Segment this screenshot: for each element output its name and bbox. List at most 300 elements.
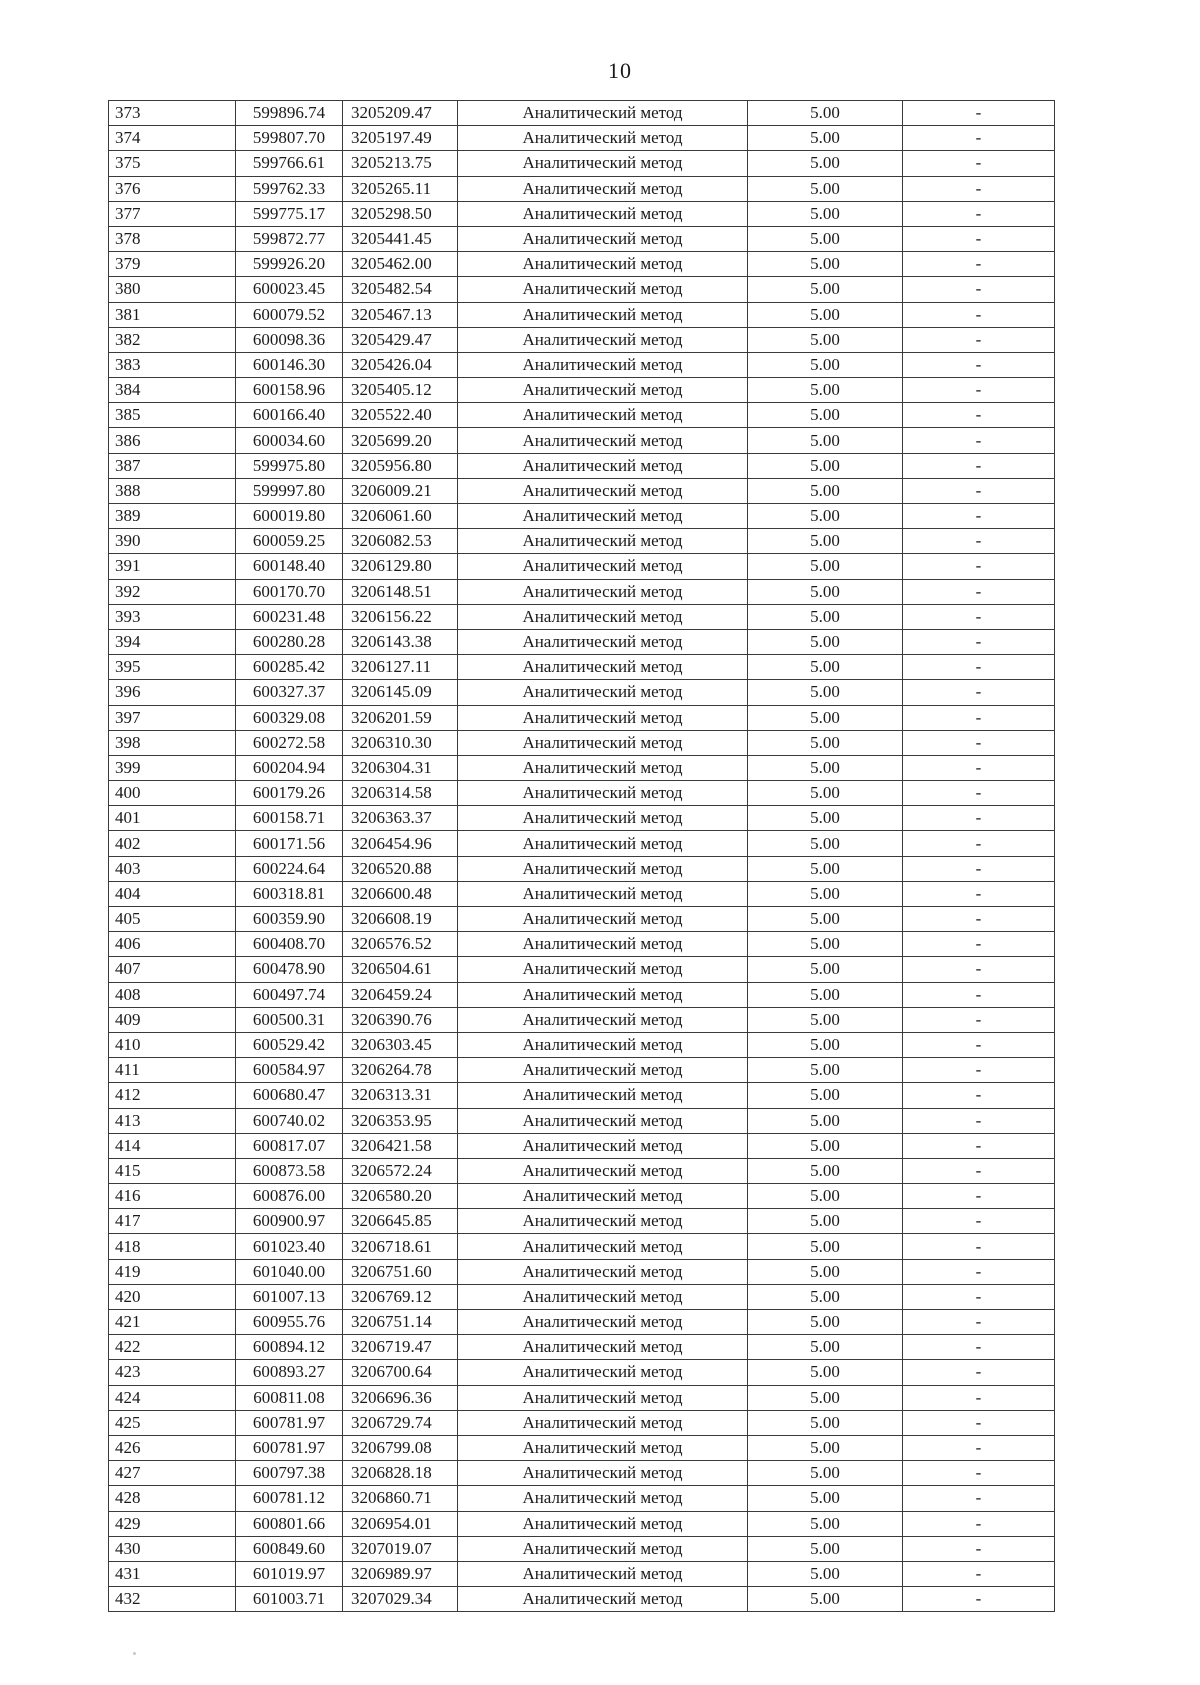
table-row	[109, 504, 1055, 529]
accuracy-cell: 5.00	[748, 1360, 903, 1385]
point-number-cell: 375	[109, 151, 236, 176]
x-coordinate-cell: 600801.66	[236, 1511, 343, 1536]
table-row	[109, 1284, 1055, 1309]
point-number-cell: 399	[109, 755, 236, 780]
note-cell: -	[903, 755, 1055, 780]
accuracy-cell: 5.00	[748, 1058, 903, 1083]
x-coordinate-cell: 600740.02	[236, 1108, 343, 1133]
note-cell: -	[903, 1335, 1055, 1360]
accuracy-cell: 5.00	[748, 755, 903, 780]
table-row	[109, 1435, 1055, 1460]
point-number-cell: 397	[109, 705, 236, 730]
method-cell: Аналитический метод	[458, 907, 748, 932]
method-cell: Аналитический метод	[458, 302, 748, 327]
y-coordinate-cell: 3207029.34	[343, 1587, 458, 1612]
y-coordinate-cell: 3206989.97	[343, 1561, 458, 1586]
x-coordinate-cell: 600023.45	[236, 277, 343, 302]
point-number-cell: 414	[109, 1133, 236, 1158]
accuracy-cell: 5.00	[748, 1284, 903, 1309]
note-cell: -	[903, 1360, 1055, 1385]
note-cell: -	[903, 1184, 1055, 1209]
y-coordinate-cell: 3206799.08	[343, 1435, 458, 1460]
y-coordinate-cell: 3206718.61	[343, 1234, 458, 1259]
method-cell: Аналитический метод	[458, 1536, 748, 1561]
table-row	[109, 151, 1055, 176]
accuracy-cell: 5.00	[748, 806, 903, 831]
x-coordinate-cell: 600359.90	[236, 907, 343, 932]
y-coordinate-cell: 3206143.38	[343, 629, 458, 654]
point-number-cell: 422	[109, 1335, 236, 1360]
method-cell: Аналитический метод	[458, 1360, 748, 1385]
point-number-cell: 409	[109, 1007, 236, 1032]
method-cell: Аналитический метод	[458, 403, 748, 428]
note-cell: -	[903, 226, 1055, 251]
table-row	[109, 1133, 1055, 1158]
x-coordinate-cell: 600478.90	[236, 957, 343, 982]
accuracy-cell: 5.00	[748, 1536, 903, 1561]
method-cell: Аналитический метод	[458, 1587, 748, 1612]
accuracy-cell: 5.00	[748, 680, 903, 705]
x-coordinate-cell: 600529.42	[236, 1032, 343, 1057]
note-cell: -	[903, 403, 1055, 428]
table-row	[109, 428, 1055, 453]
x-coordinate-cell: 600179.26	[236, 781, 343, 806]
y-coordinate-cell: 3206353.95	[343, 1108, 458, 1133]
note-cell: -	[903, 604, 1055, 629]
y-coordinate-cell: 3206520.88	[343, 856, 458, 881]
accuracy-cell: 5.00	[748, 1158, 903, 1183]
x-coordinate-cell: 600849.60	[236, 1536, 343, 1561]
point-number-cell: 426	[109, 1435, 236, 1460]
y-coordinate-cell: 3206303.45	[343, 1032, 458, 1057]
point-number-cell: 432	[109, 1587, 236, 1612]
x-coordinate-cell: 600318.81	[236, 881, 343, 906]
point-number-cell: 407	[109, 957, 236, 982]
note-cell: -	[903, 126, 1055, 151]
note-cell: -	[903, 806, 1055, 831]
y-coordinate-cell: 3205699.20	[343, 428, 458, 453]
table-row	[109, 1007, 1055, 1032]
table-row	[109, 453, 1055, 478]
method-cell: Аналитический метод	[458, 604, 748, 629]
method-cell: Аналитический метод	[458, 1083, 748, 1108]
note-cell: -	[903, 629, 1055, 654]
y-coordinate-cell: 3206645.85	[343, 1209, 458, 1234]
accuracy-cell: 5.00	[748, 1511, 903, 1536]
y-coordinate-cell: 3205467.13	[343, 302, 458, 327]
method-cell: Аналитический метод	[458, 1310, 748, 1335]
table-row	[109, 1536, 1055, 1561]
y-coordinate-cell: 3205426.04	[343, 352, 458, 377]
accuracy-cell: 5.00	[748, 1108, 903, 1133]
x-coordinate-cell: 600811.08	[236, 1385, 343, 1410]
note-cell: -	[903, 378, 1055, 403]
accuracy-cell: 5.00	[748, 478, 903, 503]
x-coordinate-cell: 600781.97	[236, 1410, 343, 1435]
y-coordinate-cell: 3206751.60	[343, 1259, 458, 1284]
table-row	[109, 680, 1055, 705]
note-cell: -	[903, 277, 1055, 302]
x-coordinate-cell: 600893.27	[236, 1360, 343, 1385]
y-coordinate-cell: 3206576.52	[343, 932, 458, 957]
point-number-cell: 420	[109, 1284, 236, 1309]
x-coordinate-cell: 600166.40	[236, 403, 343, 428]
y-coordinate-cell: 3206127.11	[343, 655, 458, 680]
note-cell: -	[903, 529, 1055, 554]
y-coordinate-cell: 3205213.75	[343, 151, 458, 176]
point-number-cell: 410	[109, 1032, 236, 1057]
table-row	[109, 352, 1055, 377]
x-coordinate-cell: 600034.60	[236, 428, 343, 453]
accuracy-cell: 5.00	[748, 1587, 903, 1612]
x-coordinate-cell: 601003.71	[236, 1587, 343, 1612]
point-number-cell: 382	[109, 327, 236, 352]
method-cell: Аналитический метод	[458, 101, 748, 126]
method-cell: Аналитический метод	[458, 1511, 748, 1536]
method-cell: Аналитический метод	[458, 1234, 748, 1259]
table-row	[109, 781, 1055, 806]
y-coordinate-cell: 3206608.19	[343, 907, 458, 932]
method-cell: Аналитический метод	[458, 252, 748, 277]
accuracy-cell: 5.00	[748, 453, 903, 478]
table-row	[109, 1184, 1055, 1209]
accuracy-cell: 5.00	[748, 730, 903, 755]
accuracy-cell: 5.00	[748, 176, 903, 201]
y-coordinate-cell: 3205265.11	[343, 176, 458, 201]
point-number-cell: 390	[109, 529, 236, 554]
y-coordinate-cell: 3206314.58	[343, 781, 458, 806]
x-coordinate-cell: 599975.80	[236, 453, 343, 478]
accuracy-cell: 5.00	[748, 1083, 903, 1108]
table-row	[109, 176, 1055, 201]
y-coordinate-cell: 3206696.36	[343, 1385, 458, 1410]
accuracy-cell: 5.00	[748, 604, 903, 629]
method-cell: Аналитический метод	[458, 1133, 748, 1158]
x-coordinate-cell: 600329.08	[236, 705, 343, 730]
table-row	[109, 478, 1055, 503]
y-coordinate-cell: 3206313.31	[343, 1083, 458, 1108]
point-number-cell: 411	[109, 1058, 236, 1083]
method-cell: Аналитический метод	[458, 1461, 748, 1486]
table-row	[109, 101, 1055, 126]
table-body	[109, 101, 1055, 1612]
y-coordinate-cell: 3205405.12	[343, 378, 458, 403]
accuracy-cell: 5.00	[748, 1007, 903, 1032]
method-cell: Аналитический метод	[458, 781, 748, 806]
point-number-cell: 392	[109, 579, 236, 604]
accuracy-cell: 5.00	[748, 1133, 903, 1158]
x-coordinate-cell: 600285.42	[236, 655, 343, 680]
point-number-cell: 430	[109, 1536, 236, 1561]
accuracy-cell: 5.00	[748, 1435, 903, 1460]
table-row	[109, 705, 1055, 730]
table-row	[109, 1410, 1055, 1435]
table-row	[109, 201, 1055, 226]
point-number-cell: 398	[109, 730, 236, 755]
note-cell: -	[903, 1083, 1055, 1108]
table-row	[109, 1158, 1055, 1183]
table-row	[109, 1209, 1055, 1234]
table-row	[109, 1461, 1055, 1486]
point-number-cell: 416	[109, 1184, 236, 1209]
method-cell: Аналитический метод	[458, 1385, 748, 1410]
x-coordinate-cell: 599762.33	[236, 176, 343, 201]
table-row	[109, 881, 1055, 906]
accuracy-cell: 5.00	[748, 226, 903, 251]
accuracy-cell: 5.00	[748, 1385, 903, 1410]
point-number-cell: 378	[109, 226, 236, 251]
y-coordinate-cell: 3206061.60	[343, 504, 458, 529]
y-coordinate-cell: 3206264.78	[343, 1058, 458, 1083]
note-cell: -	[903, 1108, 1055, 1133]
y-coordinate-cell: 3206148.51	[343, 579, 458, 604]
y-coordinate-cell: 3206860.71	[343, 1486, 458, 1511]
note-cell: -	[903, 1032, 1055, 1057]
accuracy-cell: 5.00	[748, 554, 903, 579]
note-cell: -	[903, 1058, 1055, 1083]
y-coordinate-cell: 3205298.50	[343, 201, 458, 226]
point-number-cell: 427	[109, 1461, 236, 1486]
accuracy-cell: 5.00	[748, 1259, 903, 1284]
accuracy-cell: 5.00	[748, 957, 903, 982]
note-cell: -	[903, 1486, 1055, 1511]
point-number-cell: 402	[109, 831, 236, 856]
accuracy-cell: 5.00	[748, 1561, 903, 1586]
point-number-cell: 386	[109, 428, 236, 453]
method-cell: Аналитический метод	[458, 831, 748, 856]
x-coordinate-cell: 601019.97	[236, 1561, 343, 1586]
note-cell: -	[903, 932, 1055, 957]
method-cell: Аналитический метод	[458, 126, 748, 151]
note-cell: -	[903, 907, 1055, 932]
note-cell: -	[903, 881, 1055, 906]
y-coordinate-cell: 3206600.48	[343, 881, 458, 906]
x-coordinate-cell: 601040.00	[236, 1259, 343, 1284]
method-cell: Аналитический метод	[458, 806, 748, 831]
accuracy-cell: 5.00	[748, 101, 903, 126]
method-cell: Аналитический метод	[458, 529, 748, 554]
x-coordinate-cell: 600781.97	[236, 1435, 343, 1460]
method-cell: Аналитический метод	[458, 932, 748, 957]
y-coordinate-cell: 3206310.30	[343, 730, 458, 755]
accuracy-cell: 5.00	[748, 201, 903, 226]
point-number-cell: 401	[109, 806, 236, 831]
accuracy-cell: 5.00	[748, 655, 903, 680]
y-coordinate-cell: 3206129.80	[343, 554, 458, 579]
note-cell: -	[903, 176, 1055, 201]
scan-speck	[133, 1652, 136, 1655]
x-coordinate-cell: 600894.12	[236, 1335, 343, 1360]
note-cell: -	[903, 504, 1055, 529]
note-cell: -	[903, 1536, 1055, 1561]
point-number-cell: 381	[109, 302, 236, 327]
accuracy-cell: 5.00	[748, 629, 903, 654]
table-row	[109, 730, 1055, 755]
accuracy-cell: 5.00	[748, 529, 903, 554]
method-cell: Аналитический метод	[458, 1158, 748, 1183]
note-cell: -	[903, 1461, 1055, 1486]
point-number-cell: 405	[109, 907, 236, 932]
accuracy-cell: 5.00	[748, 1209, 903, 1234]
point-number-cell: 379	[109, 252, 236, 277]
method-cell: Аналитический метод	[458, 226, 748, 251]
x-coordinate-cell: 600327.37	[236, 680, 343, 705]
note-cell: -	[903, 730, 1055, 755]
accuracy-cell: 5.00	[748, 1184, 903, 1209]
accuracy-cell: 5.00	[748, 907, 903, 932]
method-cell: Аналитический метод	[458, 655, 748, 680]
x-coordinate-cell: 599766.61	[236, 151, 343, 176]
table-row	[109, 907, 1055, 932]
y-coordinate-cell: 3206769.12	[343, 1284, 458, 1309]
x-coordinate-cell: 599807.70	[236, 126, 343, 151]
table-row	[109, 1486, 1055, 1511]
y-coordinate-cell: 3206363.37	[343, 806, 458, 831]
point-number-cell: 417	[109, 1209, 236, 1234]
accuracy-cell: 5.00	[748, 302, 903, 327]
method-cell: Аналитический метод	[458, 705, 748, 730]
note-cell: -	[903, 1133, 1055, 1158]
method-cell: Аналитический метод	[458, 1108, 748, 1133]
table-row	[109, 856, 1055, 881]
x-coordinate-cell: 600158.71	[236, 806, 343, 831]
x-coordinate-cell: 600873.58	[236, 1158, 343, 1183]
accuracy-cell: 5.00	[748, 831, 903, 856]
point-number-cell: 391	[109, 554, 236, 579]
x-coordinate-cell: 600272.58	[236, 730, 343, 755]
x-coordinate-cell: 600148.40	[236, 554, 343, 579]
x-coordinate-cell: 599896.74	[236, 101, 343, 126]
method-cell: Аналитический метод	[458, 755, 748, 780]
y-coordinate-cell: 3206009.21	[343, 478, 458, 503]
accuracy-cell: 5.00	[748, 126, 903, 151]
note-cell: -	[903, 252, 1055, 277]
table-row	[109, 831, 1055, 856]
point-number-cell: 404	[109, 881, 236, 906]
note-cell: -	[903, 1410, 1055, 1435]
point-number-cell: 377	[109, 201, 236, 226]
table-row	[109, 1310, 1055, 1335]
point-number-cell: 412	[109, 1083, 236, 1108]
y-coordinate-cell: 3206504.61	[343, 957, 458, 982]
point-number-cell: 400	[109, 781, 236, 806]
point-number-cell: 419	[109, 1259, 236, 1284]
accuracy-cell: 5.00	[748, 352, 903, 377]
note-cell: -	[903, 1435, 1055, 1460]
method-cell: Аналитический метод	[458, 881, 748, 906]
x-coordinate-cell: 600171.56	[236, 831, 343, 856]
y-coordinate-cell: 3206304.31	[343, 755, 458, 780]
point-number-cell: 418	[109, 1234, 236, 1259]
accuracy-cell: 5.00	[748, 277, 903, 302]
table-row	[109, 529, 1055, 554]
note-cell: -	[903, 856, 1055, 881]
note-cell: -	[903, 705, 1055, 730]
x-coordinate-cell: 601023.40	[236, 1234, 343, 1259]
y-coordinate-cell: 3206156.22	[343, 604, 458, 629]
note-cell: -	[903, 781, 1055, 806]
y-coordinate-cell: 3206454.96	[343, 831, 458, 856]
accuracy-cell: 5.00	[748, 327, 903, 352]
note-cell: -	[903, 1007, 1055, 1032]
method-cell: Аналитический метод	[458, 1184, 748, 1209]
table-row	[109, 126, 1055, 151]
x-coordinate-cell: 600797.38	[236, 1461, 343, 1486]
method-cell: Аналитический метод	[458, 680, 748, 705]
x-coordinate-cell: 599926.20	[236, 252, 343, 277]
method-cell: Аналитический метод	[458, 151, 748, 176]
table-row	[109, 1032, 1055, 1057]
note-cell: -	[903, 453, 1055, 478]
table-row	[109, 982, 1055, 1007]
x-coordinate-cell: 599997.80	[236, 478, 343, 503]
x-coordinate-cell: 600817.07	[236, 1133, 343, 1158]
accuracy-cell: 5.00	[748, 403, 903, 428]
accuracy-cell: 5.00	[748, 1335, 903, 1360]
y-coordinate-cell: 3206421.58	[343, 1133, 458, 1158]
y-coordinate-cell: 3206700.64	[343, 1360, 458, 1385]
note-cell: -	[903, 352, 1055, 377]
point-number-cell: 421	[109, 1310, 236, 1335]
x-coordinate-cell: 600019.80	[236, 504, 343, 529]
x-coordinate-cell: 600224.64	[236, 856, 343, 881]
accuracy-cell: 5.00	[748, 982, 903, 1007]
accuracy-cell: 5.00	[748, 1032, 903, 1057]
method-cell: Аналитический метод	[458, 478, 748, 503]
x-coordinate-cell: 600280.28	[236, 629, 343, 654]
method-cell: Аналитический метод	[458, 453, 748, 478]
page-number: 10	[608, 58, 632, 83]
y-coordinate-cell: 3206572.24	[343, 1158, 458, 1183]
point-number-cell: 389	[109, 504, 236, 529]
note-cell: -	[903, 1385, 1055, 1410]
x-coordinate-cell: 600204.94	[236, 755, 343, 780]
note-cell: -	[903, 1587, 1055, 1612]
y-coordinate-cell: 3206201.59	[343, 705, 458, 730]
table-row	[109, 629, 1055, 654]
accuracy-cell: 5.00	[748, 856, 903, 881]
method-cell: Аналитический метод	[458, 1410, 748, 1435]
note-cell: -	[903, 579, 1055, 604]
table-row	[109, 1511, 1055, 1536]
accuracy-cell: 5.00	[748, 1410, 903, 1435]
note-cell: -	[903, 1209, 1055, 1234]
method-cell: Аналитический метод	[458, 982, 748, 1007]
accuracy-cell: 5.00	[748, 252, 903, 277]
point-number-cell: 413	[109, 1108, 236, 1133]
point-number-cell: 394	[109, 629, 236, 654]
x-coordinate-cell: 600781.12	[236, 1486, 343, 1511]
method-cell: Аналитический метод	[458, 1435, 748, 1460]
table-row	[109, 554, 1055, 579]
note-cell: -	[903, 831, 1055, 856]
method-cell: Аналитический метод	[458, 1209, 748, 1234]
note-cell: -	[903, 101, 1055, 126]
point-number-cell: 428	[109, 1486, 236, 1511]
point-number-cell: 395	[109, 655, 236, 680]
method-cell: Аналитический метод	[458, 378, 748, 403]
x-coordinate-cell: 600497.74	[236, 982, 343, 1007]
point-number-cell: 380	[109, 277, 236, 302]
x-coordinate-cell: 600408.70	[236, 932, 343, 957]
method-cell: Аналитический метод	[458, 1486, 748, 1511]
note-cell: -	[903, 1234, 1055, 1259]
note-cell: -	[903, 428, 1055, 453]
x-coordinate-cell: 600059.25	[236, 529, 343, 554]
coordinates-table	[108, 100, 1055, 1612]
accuracy-cell: 5.00	[748, 151, 903, 176]
table-row	[109, 1259, 1055, 1284]
